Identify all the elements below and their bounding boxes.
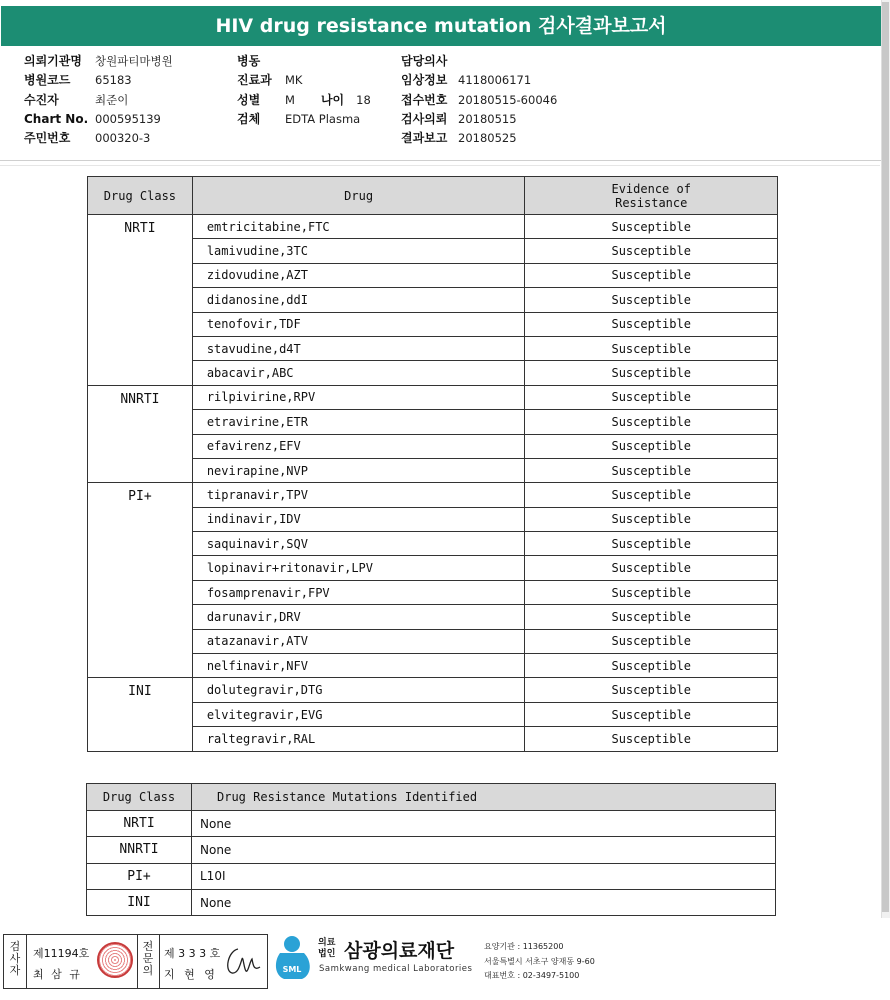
table-row bbox=[88, 215, 778, 239]
signature-box bbox=[3, 934, 268, 989]
evidence-cell: Susceptible bbox=[525, 727, 778, 751]
table-row bbox=[87, 837, 776, 863]
drug-name-cell: raltegravir,RAL bbox=[192, 727, 525, 751]
evidence-cell: Susceptible bbox=[525, 434, 778, 458]
patient-field-label: 진료과 bbox=[237, 73, 272, 88]
org-english-name: Samkwang medical Laboratories bbox=[319, 964, 473, 974]
patient-field-row bbox=[237, 110, 371, 129]
mutation-class-cell: PI+ bbox=[87, 863, 192, 889]
evidence-cell: Susceptible bbox=[525, 629, 778, 653]
report-field-label: 검사의뢰 bbox=[401, 111, 448, 126]
evidence-cell: Susceptible bbox=[525, 312, 778, 336]
report-field-row bbox=[401, 71, 557, 90]
patient-field-row bbox=[237, 71, 371, 90]
org-phone: 대표번호 : 02-3497-5100 bbox=[484, 971, 580, 980]
header-drug-class: Drug Class bbox=[88, 177, 193, 215]
info-column-institution bbox=[24, 52, 173, 148]
evidence-cell: Susceptible bbox=[525, 556, 778, 580]
report-field-row bbox=[401, 110, 557, 129]
institution-field-label: 의뢰기관명 bbox=[24, 54, 82, 68]
evidence-cell: Susceptible bbox=[525, 702, 778, 726]
patient-field-value: EDTA Plasma bbox=[285, 111, 361, 126]
drug-name-cell: saquinavir,SQV bbox=[192, 532, 525, 556]
evidence-cell: Susceptible bbox=[525, 678, 778, 702]
table-row bbox=[88, 483, 778, 507]
mutation-header-drug-class: Drug Class bbox=[87, 784, 192, 811]
evidence-cell: Susceptible bbox=[525, 654, 778, 678]
evidence-cell: Susceptible bbox=[525, 336, 778, 360]
drug-name-cell: abacavir,ABC bbox=[192, 361, 525, 385]
drug-class-cell: NRTI bbox=[88, 215, 193, 386]
drug-name-cell: rilpivirine,RPV bbox=[192, 385, 525, 409]
mutation-value-cell: L10I bbox=[192, 863, 776, 889]
header-evidence-line2: Resistance bbox=[615, 195, 688, 210]
examiner-name: 최 삼 규 bbox=[33, 968, 82, 981]
report-field-label: 임상정보 bbox=[401, 73, 448, 88]
drug-name-cell: nelfinavir,NFV bbox=[192, 654, 525, 678]
org-code: 요양기관 : 11365200 bbox=[484, 942, 564, 951]
institution-field-label: 수진자 bbox=[24, 92, 59, 107]
evidence-cell: Susceptible bbox=[525, 605, 778, 629]
report-field-row bbox=[401, 52, 557, 71]
sml-logo-icon bbox=[272, 935, 316, 983]
scrollbar-thumb[interactable] bbox=[882, 2, 889, 912]
institution-field-label: 병원코드 bbox=[24, 73, 71, 88]
drug-name-cell: didanosine,ddI bbox=[192, 288, 525, 312]
header-divider bbox=[0, 160, 890, 161]
info-column-report bbox=[401, 52, 557, 148]
report-field-row bbox=[401, 129, 557, 148]
mutation-class-cell: NNRTI bbox=[87, 837, 192, 863]
age-label: 나이 bbox=[320, 92, 345, 107]
vertical-scrollbar[interactable] bbox=[881, 0, 890, 918]
drug-name-cell: indinavir,IDV bbox=[192, 507, 525, 531]
drug-class-cell: PI+ bbox=[88, 483, 193, 678]
institution-field-value: 창원파티마병원 bbox=[95, 54, 173, 68]
patient-field-value: M bbox=[285, 92, 295, 107]
table-row bbox=[87, 863, 776, 889]
institution-field-row bbox=[24, 52, 173, 71]
patient-field-label: 성별 bbox=[237, 92, 261, 107]
evidence-cell: Susceptible bbox=[525, 507, 778, 531]
drug-name-cell: tenofovir,TDF bbox=[192, 312, 525, 336]
report-field-label: 담당의사 bbox=[401, 54, 448, 68]
mutation-class-cell: INI bbox=[87, 889, 192, 915]
evidence-cell: Susceptible bbox=[525, 239, 778, 263]
institution-field-row bbox=[24, 71, 173, 90]
drug-class-cell: INI bbox=[88, 678, 193, 751]
info-column-patient bbox=[237, 52, 371, 129]
drug-name-cell: lopinavir+ritonavir,LPV bbox=[192, 556, 525, 580]
org-prefix: 의료 법인 bbox=[318, 938, 336, 959]
header-divider-secondary bbox=[0, 165, 880, 166]
report-field-value: 20180525 bbox=[458, 131, 517, 146]
signature-icon bbox=[222, 943, 262, 979]
mutation-header-identified: Drug Resistance Mutations Identified bbox=[192, 784, 776, 811]
drug-name-cell: etravirine,ETR bbox=[192, 410, 525, 434]
seal-stamp-icon bbox=[97, 942, 133, 978]
mutation-table bbox=[86, 783, 776, 916]
table-row bbox=[88, 678, 778, 702]
table-row bbox=[87, 889, 776, 915]
org-name: 삼광의료재단 bbox=[344, 940, 455, 962]
mutation-value-cell: None bbox=[192, 811, 776, 837]
patient-field-value: MK bbox=[285, 73, 303, 88]
drug-name-cell: elvitegravir,EVG bbox=[192, 702, 525, 726]
drug-name-cell: atazanavir,ATV bbox=[192, 629, 525, 653]
evidence-cell: Susceptible bbox=[525, 215, 778, 239]
specialist-license: 제 3 3 3 호 bbox=[164, 947, 221, 960]
drug-name-cell: zidovudine,AZT bbox=[192, 263, 525, 287]
examiner-license: 제11194호 bbox=[33, 947, 90, 960]
header-drug: Drug bbox=[192, 177, 525, 215]
institution-field-value: 000320-3 bbox=[95, 131, 151, 146]
institution-field-row bbox=[24, 110, 173, 129]
evidence-cell: Susceptible bbox=[525, 385, 778, 409]
drug-name-cell: dolutegravir,DTG bbox=[192, 678, 525, 702]
institution-field-label: 주민번호 bbox=[24, 131, 71, 146]
report-field-value: 20180515 bbox=[458, 111, 517, 126]
patient-field-row bbox=[237, 91, 371, 110]
evidence-cell: Susceptible bbox=[525, 361, 778, 385]
org-address: 서울특별시 서초구 양재동 9-60 bbox=[484, 957, 595, 966]
evidence-cell: Susceptible bbox=[525, 458, 778, 482]
report-title: HIV drug resistance mutation 검사결과보고서 bbox=[1, 6, 881, 46]
signature-divider bbox=[159, 935, 160, 988]
specialist-label: 전 문 의 bbox=[142, 940, 154, 977]
mutation-value-cell: None bbox=[192, 889, 776, 915]
svg-text:SML: SML bbox=[282, 965, 302, 974]
patient-field-label: 병동 bbox=[237, 54, 261, 68]
drug-resistance-table bbox=[87, 176, 778, 752]
drug-class-cell: NNRTI bbox=[88, 385, 193, 483]
drug-name-cell: stavudine,d4T bbox=[192, 336, 525, 360]
report-field-label: 결과보고 bbox=[401, 131, 448, 146]
age-value: 18 bbox=[356, 92, 371, 107]
patient-field-row bbox=[237, 52, 371, 71]
institution-field-value: 65183 bbox=[95, 73, 132, 88]
institution-field-value: 최준이 bbox=[95, 92, 129, 107]
evidence-cell: Susceptible bbox=[525, 288, 778, 312]
evidence-cell: Susceptible bbox=[525, 263, 778, 287]
signature-divider bbox=[26, 935, 27, 988]
evidence-cell: Susceptible bbox=[525, 532, 778, 556]
report-field-label: 접수번호 bbox=[401, 92, 448, 107]
drug-name-cell: efavirenz,EFV bbox=[192, 434, 525, 458]
drug-name-cell: tipranavir,TPV bbox=[192, 483, 525, 507]
evidence-cell: Susceptible bbox=[525, 410, 778, 434]
institution-field-row bbox=[24, 129, 173, 148]
drug-name-cell: lamivudine,3TC bbox=[192, 239, 525, 263]
examiner-label: 검 사 자 bbox=[9, 940, 21, 977]
drug-name-cell: emtricitabine,FTC bbox=[192, 215, 525, 239]
drug-name-cell: fosamprenavir,FPV bbox=[192, 580, 525, 604]
report-field-value: 4118006171 bbox=[458, 73, 532, 88]
report-field-row bbox=[401, 91, 557, 110]
header-evidence bbox=[525, 177, 778, 215]
mutation-class-cell: NRTI bbox=[87, 811, 192, 837]
patient-field-label: 검체 bbox=[237, 111, 261, 126]
table-row bbox=[87, 811, 776, 837]
header-evidence-line1: Evidence of bbox=[611, 181, 691, 196]
drug-name-cell: darunavir,DRV bbox=[192, 605, 525, 629]
mutation-value-cell: None bbox=[192, 837, 776, 863]
table-row bbox=[88, 385, 778, 409]
evidence-cell: Susceptible bbox=[525, 483, 778, 507]
report-field-value: 20180515-60046 bbox=[458, 92, 558, 107]
drug-name-cell: nevirapine,NVP bbox=[192, 458, 525, 482]
institution-field-row bbox=[24, 91, 173, 110]
evidence-cell: Susceptible bbox=[525, 580, 778, 604]
specialist-name: 지 현 영 bbox=[164, 968, 218, 981]
institution-field-label: Chart No. bbox=[24, 111, 89, 126]
institution-field-value: 000595139 bbox=[95, 111, 161, 126]
signature-divider bbox=[137, 935, 138, 988]
